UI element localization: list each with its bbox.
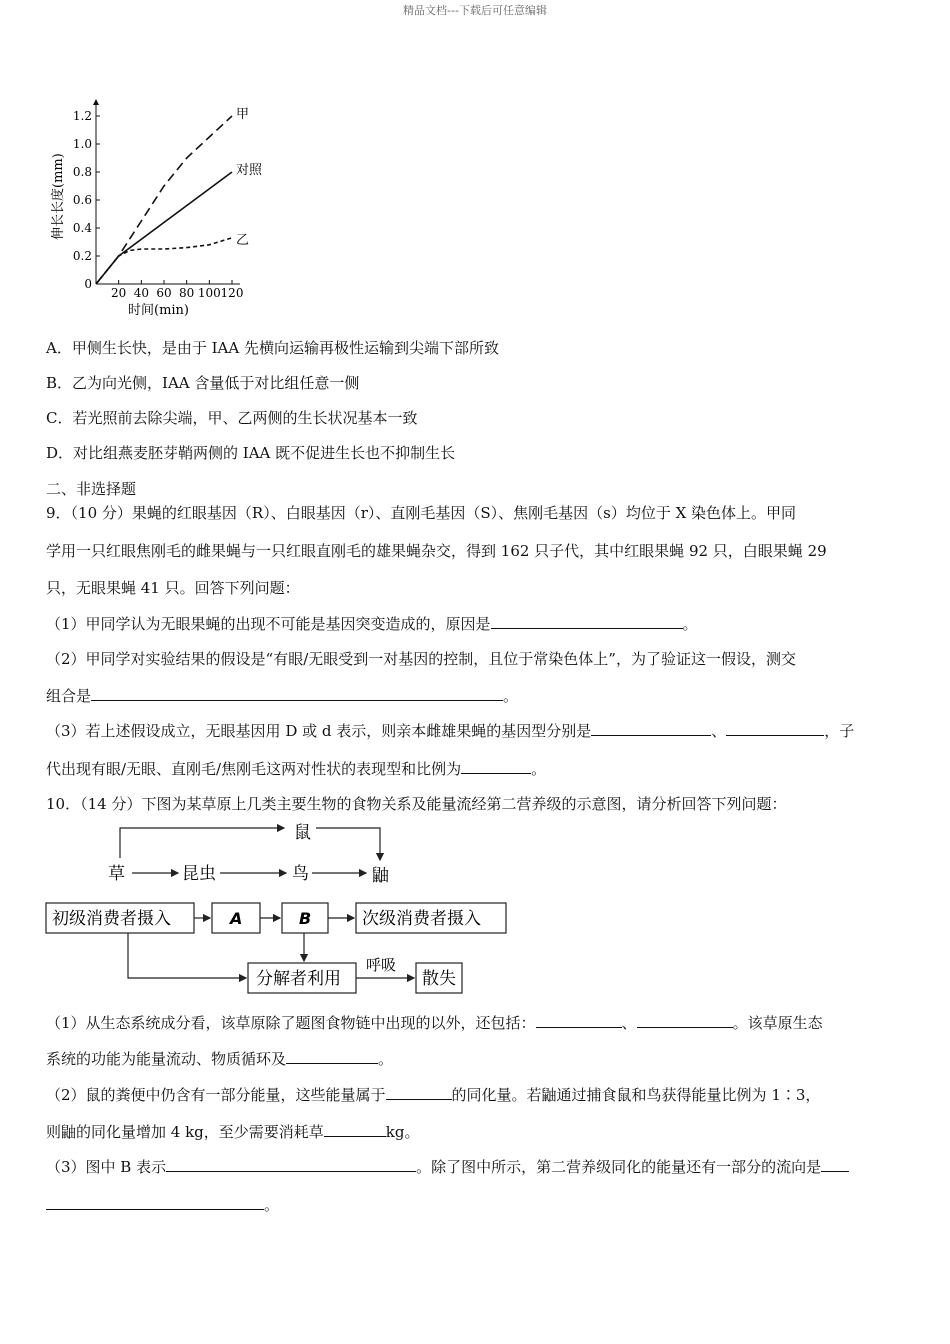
series-label: 乙 [236,232,250,248]
q10-part-3 [46,1156,906,1177]
q9-line-3: 只，无眼果蝇 41 只。回答下列问题： [46,579,300,597]
x-tick-label: 60 [156,286,172,300]
q9-part-3-text-2: 代出现有眼/无眼、直刚毛/焦刚毛这两对性状的表现型和比例为 [46,760,462,778]
node-hawk: 鼬 [372,866,389,886]
section-title: 二、非选择题 [46,480,137,498]
growth-chart [40,92,280,324]
q9-blank-3a[interactable] [591,721,711,736]
box-intake: 初级消费者摄入 [52,909,171,929]
y-tick-label: 0.8 [72,165,92,179]
box-b: B [299,909,312,928]
q9-part-1 [46,613,906,634]
q9-blank-3c[interactable] [461,759,531,774]
q10-part-2-cont [46,1121,906,1142]
node-bird: 鸟 [292,864,309,884]
q10-part-2-end: kg。 [385,1123,420,1141]
box-a: A [230,909,243,928]
q10-blank-2b[interactable] [324,1122,386,1137]
q10-blank-1a[interactable] [536,1013,622,1028]
q10-part-2-text-2: 的同化量。若鼬通过捕食鼠和鸟获得能量比例为 1∶3， [451,1086,821,1104]
x-tick-label: 120 [220,286,244,300]
q9-part-1-end: 。 [682,615,698,633]
x-tick-label: 80 [179,286,195,300]
q9-part-2: （2）甲同学对实验结果的假设是“有眼/无眼受到一对基因的控制，且位于常染色体上”，为了验证这一假设，测交 [46,650,796,668]
y-tick-label: 0 [84,277,92,291]
q10-part-3-text-2: 。除了图中所示，第二营养级同化的能量还有一部分的流向是 [416,1158,822,1176]
page-header: 精品文档---下载后可任意编辑 [403,4,547,17]
q10-part-1-text-2: 系统的功能为能量流动、物质循环及 [46,1050,287,1068]
series-line-short-dash [96,238,232,284]
q10-part-1-sep: 、 [621,1014,637,1032]
y-axis-label: 伸长长度(mm) [51,153,66,240]
q9-part-2-end: 。 [503,687,519,705]
option-c: C．若光照前去除尖端，甲、乙两侧的生长状况基本一致 [46,409,418,427]
x-tick-label: 40 [133,286,149,300]
q10-part-1-cont [46,1048,906,1069]
y-tick-label: 0.2 [72,249,92,263]
box-decomposer: 分解者利用 [256,969,341,989]
node-rat: 鼠 [294,823,311,843]
q10-blank-1c[interactable] [286,1049,378,1064]
node-grass: 草 [108,864,125,884]
option-a: A．甲侧生长快，是由于 IAA 先横向运输再极性运输到尖端下部所致 [46,339,499,357]
q9-part-3-end: ，子 [824,722,855,740]
q10-blank-3c[interactable] [46,1195,264,1210]
q10-part-2 [46,1084,906,1105]
y-tick-label: 0.6 [72,193,92,207]
q10-part-1-end-2: 。 [378,1050,394,1068]
q10-blank-3b[interactable] [821,1157,849,1172]
series-label: 甲 [236,107,250,122]
q9-blank-1[interactable] [491,614,683,629]
q9-part-3-sep: 、 [711,722,727,740]
q10-intro: 10．（14 分）下图为某草原上几类主要生物的食物关系及能量流经第二营养级的示意图，请分析回答下列问题： [46,795,787,813]
q9-part-2-label: 组合是 [46,687,92,705]
q10-part-3-cont [46,1194,906,1215]
q9-part-3-cont [46,758,906,779]
node-insect: 昆虫 [182,864,216,884]
q10-part-2-text: （2）鼠的粪便中仍含有一部分能量，这些能量属于 [46,1086,386,1104]
q10-blank-1b[interactable] [637,1013,733,1028]
box-next: 次级消费者摄入 [362,909,481,929]
q9-part-1-text: （1）甲同学认为无眼果蝇的出现不可能是基因突变造成的，原因是 [46,615,491,633]
q9-part-2-cont [46,685,906,706]
label-respiration: 呼吸 [366,956,397,974]
q10-blank-2a[interactable] [386,1085,452,1100]
box-loss: 散失 [422,969,456,989]
q10-part-3-text: （3）图中 B 表示 [46,1158,167,1176]
q10-part-1 [46,1012,906,1033]
q10-part-2-text-3: 则鼬的同化量增加 4 kg，至少需要消耗草 [46,1123,324,1141]
q9-part-3-text: （3）若上述假设成立，无眼基因用 D 或 d 表示，则亲本雌雄果蝇的基因型分别是 [46,722,592,740]
series-label: 对照 [236,163,263,178]
q9-part-3-end-2: 。 [531,760,547,778]
q10-part-1-text: （1）从生态系统成分看，该草原除了题图食物链中出现的以外，还包括： [46,1014,536,1032]
q10-blank-3a[interactable] [166,1157,416,1172]
q9-part-3 [46,720,906,741]
option-d: D．对比组燕麦胚芽鞘两侧的 IAA 既不促进生长也不抑制生长 [46,444,456,462]
option-b: B．乙为向光侧，IAA 含量低于对比组任意一侧 [46,374,360,392]
q9-blank-3b[interactable] [726,721,824,736]
q9-blank-2[interactable] [91,686,503,701]
q10-part-3-end: 。 [264,1196,280,1214]
x-axis-label: 时间(min) [128,303,190,318]
y-tick-label: 1.2 [72,109,92,123]
y-tick-label: 1.0 [72,137,92,151]
q10-part-1-end: 。该草原生态 [732,1014,823,1032]
x-tick-label: 20 [111,286,127,300]
q9-line-1: 9．（10 分）果蝇的红眼基因（R）、白眼基因（r）、直刚毛基因（S）、焦刚毛基因（s）均位于 X 染色体上。甲同 [46,504,797,522]
y-tick-label: 0.4 [72,221,92,235]
food-web-diagram [44,818,514,998]
food-web-arrows [120,828,380,873]
q9-line-2: 学用一只红眼焦刚毛的雌果蝇与一只红眼直刚毛的雄果蝇杂交，得到 162 只子代，其中红眼果蝇 92 只，白眼果蝇 29 [46,542,827,560]
x-tick-label: 100 [197,286,221,300]
series-line-solid [96,172,232,284]
